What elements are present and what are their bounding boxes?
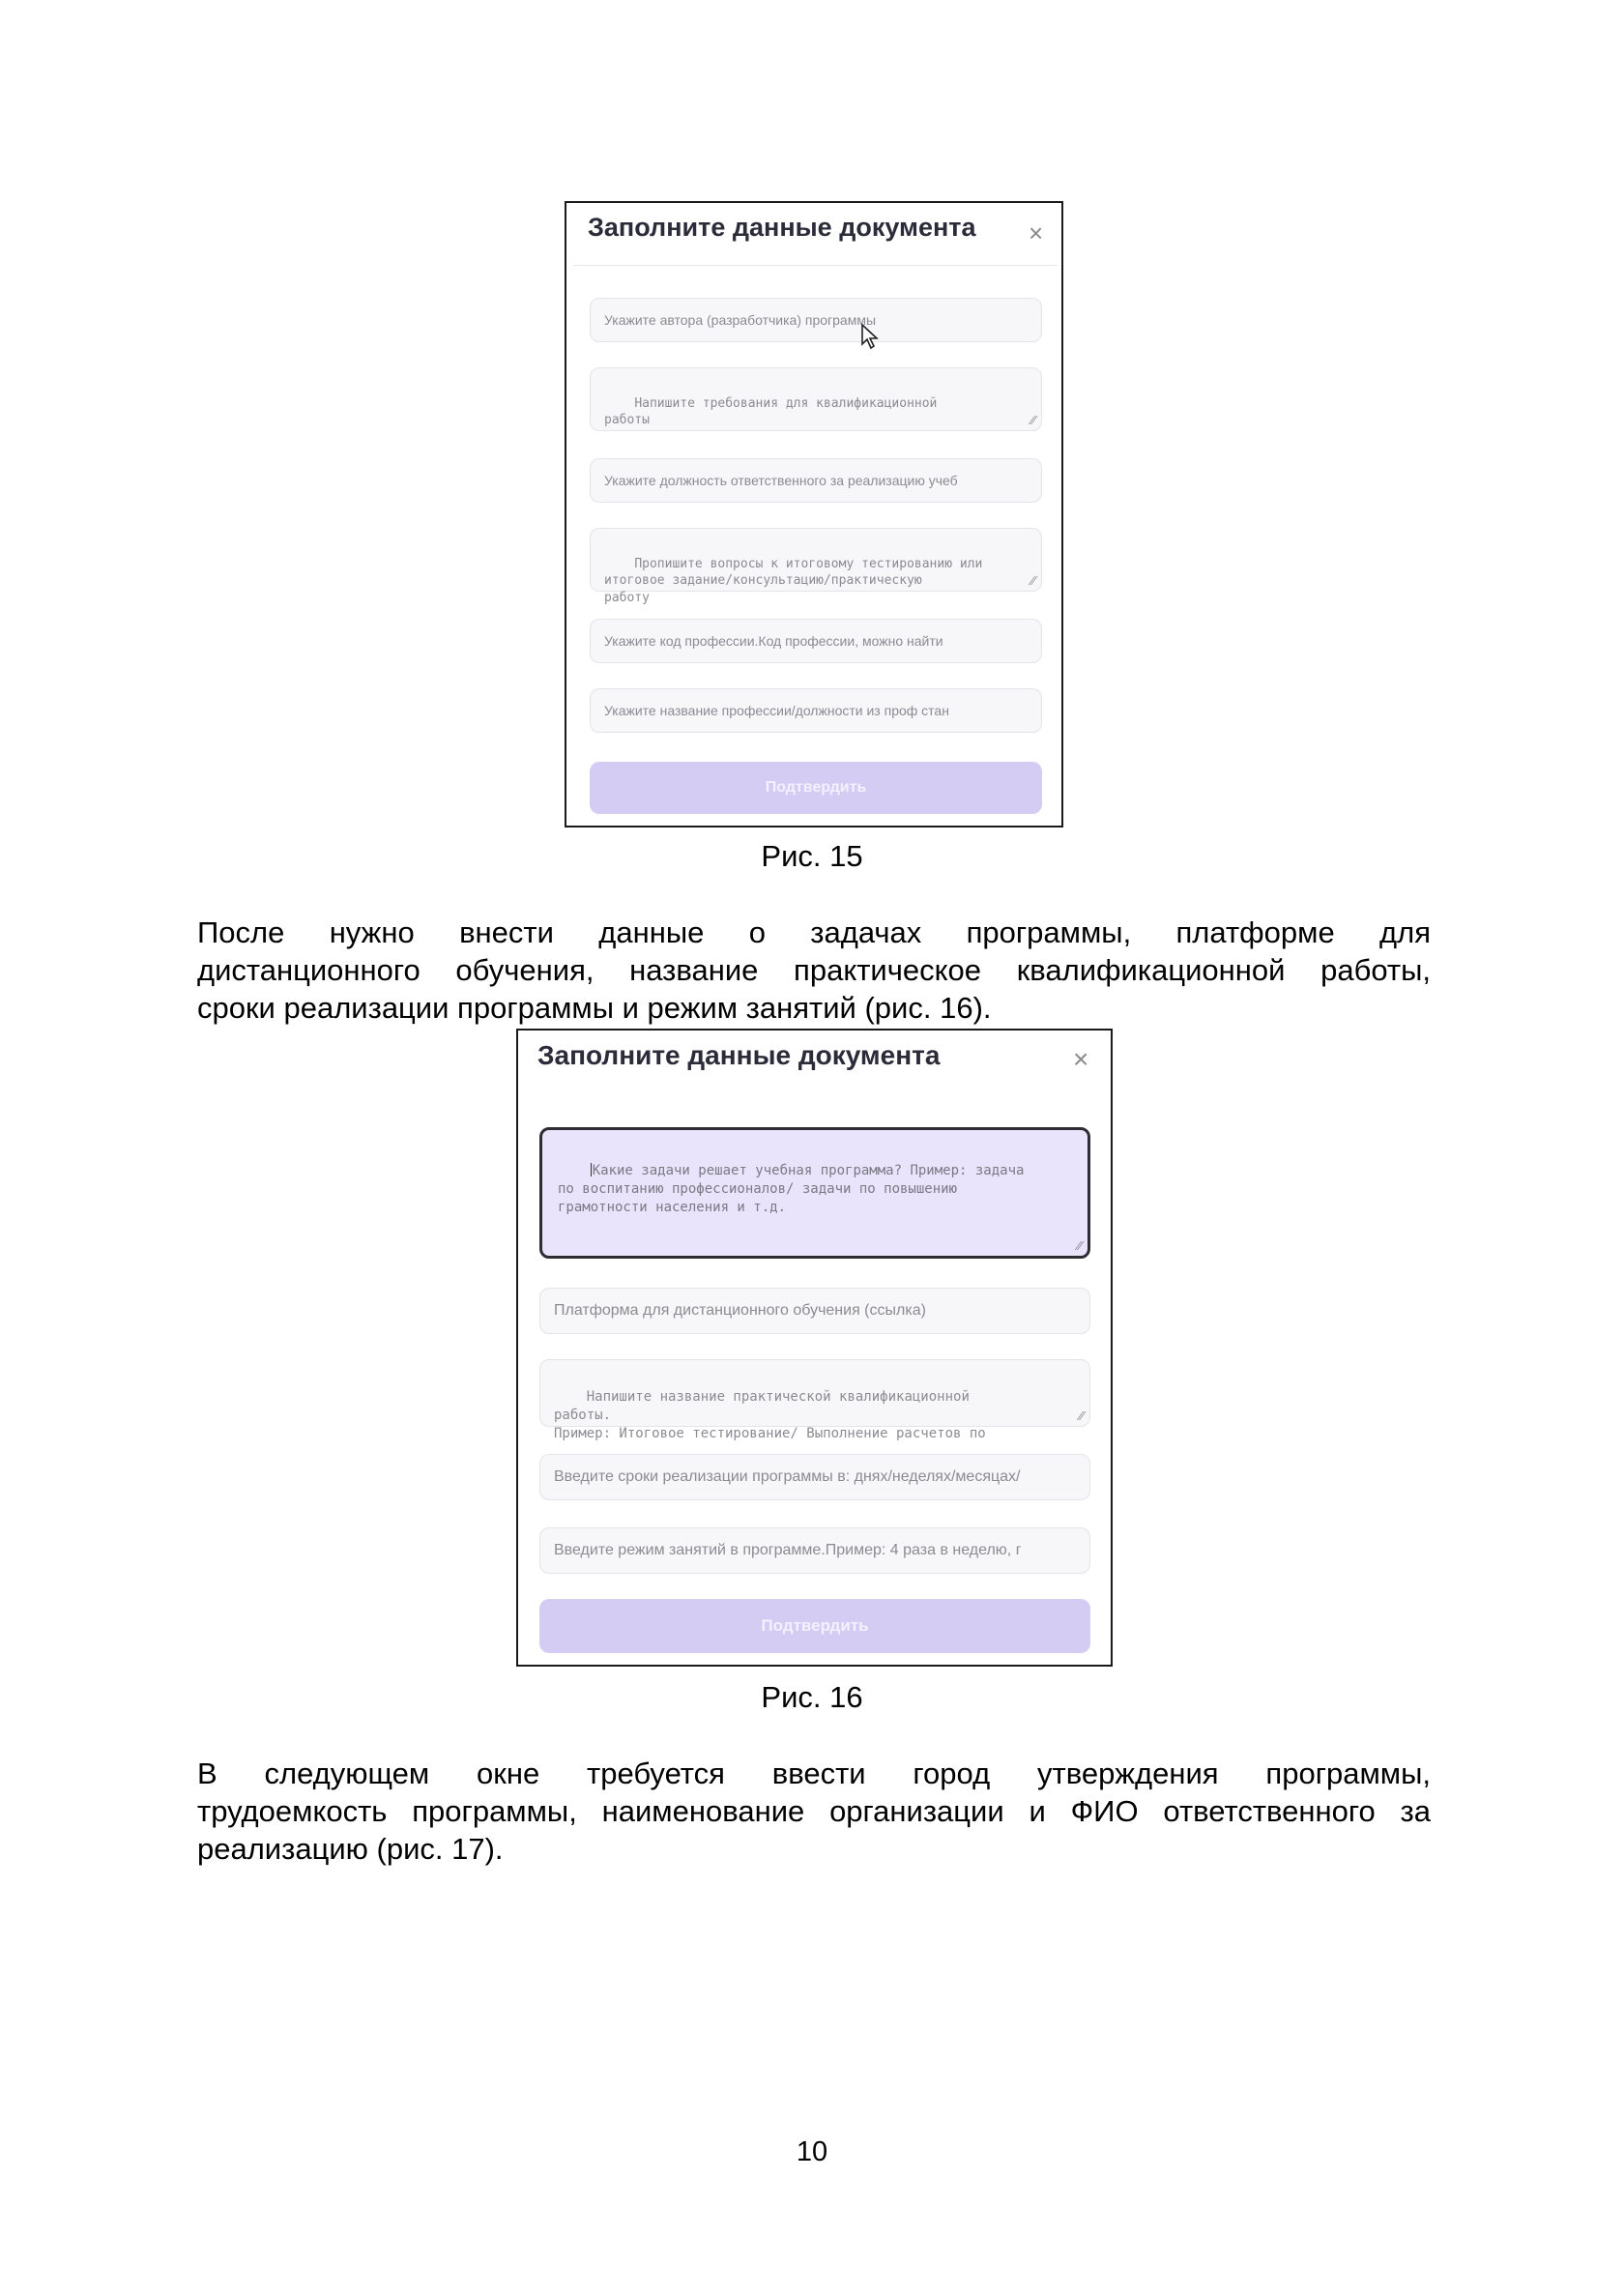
qualification-requirements-textarea[interactable]: [590, 367, 1042, 431]
responsible-position-placeholder: Укажите должность ответственного за реализацию учеб: [604, 473, 958, 488]
program-tasks-textarea[interactable]: [539, 1127, 1090, 1259]
paragraph-1-line-3: сроки реализации программы и режим занятий (рис. 16).: [197, 991, 992, 1025]
figure-16-caption: Рис. 16: [761, 1680, 863, 1714]
resize-grip-icon[interactable]: ⁄⁄: [1077, 1238, 1082, 1254]
resize-grip-icon[interactable]: ⁄⁄: [1079, 1408, 1084, 1424]
paragraph-2: [197, 1755, 1431, 1868]
distance-platform-input[interactable]: [539, 1288, 1090, 1334]
implementation-period-input[interactable]: [539, 1454, 1090, 1500]
paragraph-1-line-1: После нужно внести данные о задачах программы, платформе для: [197, 915, 1431, 949]
final-test-questions-placeholder: Пропишите вопросы к итоговому тестированию или итоговое задание/консультацию/практическую работу: [604, 556, 983, 605]
paragraph-1: [197, 914, 1431, 1027]
close-icon[interactable]: ×: [1029, 218, 1044, 247]
profession-name-placeholder: Укажите название профессии/должности из проф стан: [604, 703, 949, 718]
class-schedule-input[interactable]: [539, 1527, 1090, 1574]
practical-work-name-placeholder: Напишите название практической квалификационной работы. Пример: Итоговое тестирование/ Выполнение расчетов по: [554, 1388, 986, 1441]
implementation-period-placeholder: Введите сроки реализации программы в: днях/неделях/месяцах/: [554, 1468, 1021, 1485]
resize-grip-icon[interactable]: ⁄⁄: [1030, 573, 1035, 589]
paragraph-1-line-2: дистанционного обучения, название практическое квалификационной работы,: [197, 953, 1431, 987]
figure-15-dialog: [565, 201, 1063, 828]
paragraph-2-line-3: реализацию (рис. 17).: [197, 1832, 504, 1866]
profession-code-input[interactable]: [590, 619, 1042, 663]
author-placeholder: Укажите автора (разработчика) программы: [604, 312, 877, 328]
header-divider: [574, 265, 1058, 266]
final-test-questions-textarea[interactable]: [590, 528, 1042, 605]
close-icon[interactable]: ×: [1073, 1044, 1089, 1074]
resize-grip-icon[interactable]: ⁄⁄: [1030, 413, 1035, 428]
figure-16-dialog: [516, 1029, 1113, 1667]
paragraph-2-line-2: трудоемкость программы, наименование организации и ФИО ответственного за: [197, 1794, 1431, 1828]
responsible-position-input[interactable]: [590, 458, 1042, 503]
qualification-requirements-placeholder: Напишите требования для квалификационной работы: [604, 395, 938, 428]
dialog-title: Заполните данные документа: [537, 1040, 941, 1070]
dialog-title: Заполните данные документа: [588, 213, 976, 242]
confirm-button[interactable]: Подтвердить: [590, 762, 1042, 814]
profession-name-input[interactable]: [590, 688, 1042, 733]
practical-work-name-textarea[interactable]: [539, 1359, 1090, 1441]
page-number: 10: [796, 2136, 828, 2167]
figure-15-caption: Рис. 15: [761, 839, 863, 873]
mouse-pointer-icon: [860, 323, 880, 350]
author-input[interactable]: [590, 298, 1042, 342]
paragraph-2-line-1: В следующем окне требуется ввести город утверждения программы,: [197, 1757, 1431, 1790]
text-caret: [591, 1163, 592, 1176]
distance-platform-placeholder: Платформа для дистанционного обучения (ссылка): [554, 1302, 926, 1319]
program-tasks-placeholder: Какие задачи решает учебная программа? Пример: задача по воспитанию профессионалов/ задачи по повышению грамотности населения и т.д.: [558, 1162, 1025, 1215]
profession-code-placeholder: Укажите код профессии.Код профессии, можно найти: [604, 633, 943, 649]
confirm-button[interactable]: Подтвердить: [539, 1599, 1090, 1653]
class-schedule-placeholder: Введите режим занятий в программе.Пример: 4 раза в неделю, г: [554, 1542, 1022, 1558]
